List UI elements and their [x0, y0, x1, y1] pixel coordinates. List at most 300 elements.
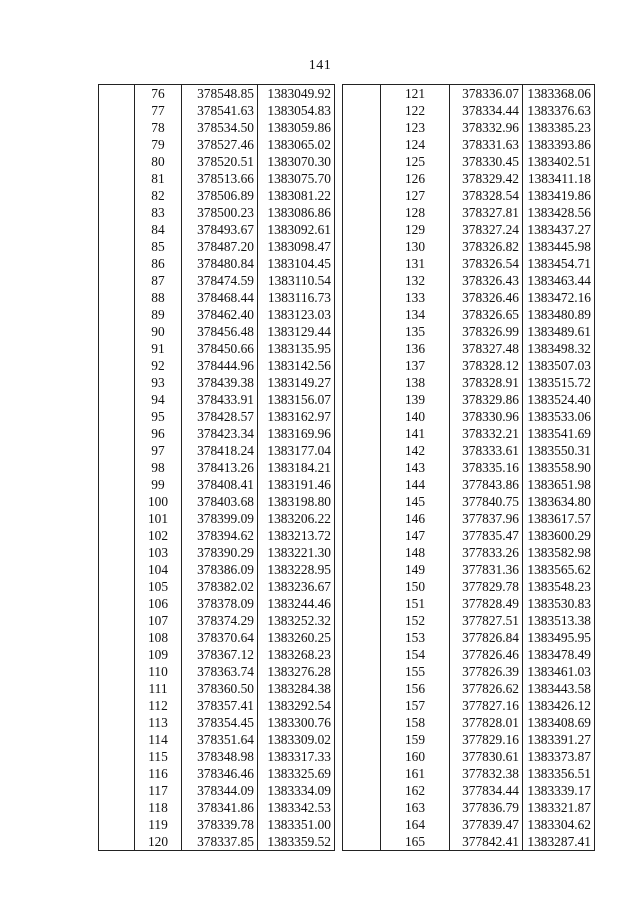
- point-number-cell: 117: [135, 782, 182, 799]
- blank-cell: [99, 204, 135, 221]
- y-coordinate-cell: 1383156.07: [258, 391, 335, 408]
- table-row: [343, 714, 595, 731]
- point-number-cell: 82: [135, 187, 182, 204]
- point-number-cell: 96: [135, 425, 182, 442]
- y-coordinate-cell: 1383075.70: [258, 170, 335, 187]
- blank-cell: [343, 272, 381, 289]
- table-row: [343, 391, 595, 408]
- table-row: [343, 255, 595, 272]
- x-coordinate-cell: 378334.44: [450, 102, 523, 119]
- y-coordinate-cell: 1383317.33: [258, 748, 335, 765]
- table-row: [343, 748, 595, 765]
- table-row: [343, 799, 595, 816]
- y-coordinate-cell: 1383391.27: [523, 731, 595, 748]
- x-coordinate-cell: 378337.85: [182, 833, 258, 851]
- table-row: [343, 136, 595, 153]
- table-row: [99, 85, 335, 103]
- y-coordinate-cell: 1383445.98: [523, 238, 595, 255]
- table-row: [343, 510, 595, 527]
- y-coordinate-cell: 1383376.63: [523, 102, 595, 119]
- y-coordinate-cell: 1383086.86: [258, 204, 335, 221]
- point-number-cell: 129: [381, 221, 450, 238]
- point-number-cell: 131: [381, 255, 450, 272]
- point-number-cell: 86: [135, 255, 182, 272]
- blank-cell: [343, 646, 381, 663]
- table-row: [99, 221, 335, 238]
- blank-cell: [343, 221, 381, 238]
- table-row: [99, 238, 335, 255]
- y-coordinate-cell: 1383339.17: [523, 782, 595, 799]
- y-coordinate-cell: 1383411.18: [523, 170, 595, 187]
- point-number-cell: 106: [135, 595, 182, 612]
- table-row: [343, 629, 595, 646]
- blank-cell: [343, 510, 381, 527]
- point-number-cell: 148: [381, 544, 450, 561]
- point-number-cell: 165: [381, 833, 450, 851]
- table-row: [343, 459, 595, 476]
- x-coordinate-cell: 378370.64: [182, 629, 258, 646]
- y-coordinate-cell: 1383565.62: [523, 561, 595, 578]
- y-coordinate-cell: 1383169.96: [258, 425, 335, 442]
- table-row: [99, 289, 335, 306]
- blank-cell: [343, 323, 381, 340]
- x-coordinate-cell: 377832.38: [450, 765, 523, 782]
- x-coordinate-cell: 378390.29: [182, 544, 258, 561]
- table-row: [99, 357, 335, 374]
- x-coordinate-cell: 378333.61: [450, 442, 523, 459]
- y-coordinate-cell: 1383110.54: [258, 272, 335, 289]
- table-row: [343, 340, 595, 357]
- point-number-cell: 119: [135, 816, 182, 833]
- y-coordinate-cell: 1383359.52: [258, 833, 335, 851]
- blank-cell: [343, 561, 381, 578]
- blank-cell: [99, 816, 135, 833]
- x-coordinate-cell: 377840.75: [450, 493, 523, 510]
- y-coordinate-cell: 1383478.49: [523, 646, 595, 663]
- blank-cell: [343, 187, 381, 204]
- point-number-cell: 84: [135, 221, 182, 238]
- y-coordinate-cell: 1383334.09: [258, 782, 335, 799]
- x-coordinate-cell: 378346.46: [182, 765, 258, 782]
- table-row: [343, 663, 595, 680]
- y-coordinate-cell: 1383373.87: [523, 748, 595, 765]
- x-coordinate-cell: 378326.43: [450, 272, 523, 289]
- blank-cell: [343, 816, 381, 833]
- blank-cell: [343, 731, 381, 748]
- blank-cell: [343, 238, 381, 255]
- point-number-cell: 81: [135, 170, 182, 187]
- blank-cell: [99, 612, 135, 629]
- blank-cell: [343, 85, 381, 103]
- x-coordinate-cell: 377843.86: [450, 476, 523, 493]
- x-coordinate-cell: 378341.86: [182, 799, 258, 816]
- x-coordinate-cell: 378335.16: [450, 459, 523, 476]
- point-number-cell: 111: [135, 680, 182, 697]
- x-coordinate-cell: 378327.81: [450, 204, 523, 221]
- x-coordinate-cell: 378480.84: [182, 255, 258, 272]
- point-number-cell: 102: [135, 527, 182, 544]
- table-row: [343, 493, 595, 510]
- point-number-cell: 156: [381, 680, 450, 697]
- table-row: [99, 629, 335, 646]
- point-number-cell: 104: [135, 561, 182, 578]
- table-row: [99, 748, 335, 765]
- y-coordinate-cell: 1383049.92: [258, 85, 335, 103]
- point-number-cell: 154: [381, 646, 450, 663]
- blank-cell: [99, 765, 135, 782]
- table-row: [343, 442, 595, 459]
- table-row: [343, 221, 595, 238]
- x-coordinate-cell: 378328.91: [450, 374, 523, 391]
- x-coordinate-cell: 378433.91: [182, 391, 258, 408]
- y-coordinate-cell: 1383419.86: [523, 187, 595, 204]
- y-coordinate-cell: 1383070.30: [258, 153, 335, 170]
- blank-cell: [99, 255, 135, 272]
- blank-cell: [99, 374, 135, 391]
- blank-cell: [343, 204, 381, 221]
- x-coordinate-cell: 377829.78: [450, 578, 523, 595]
- point-number-cell: 87: [135, 272, 182, 289]
- table-row: [99, 408, 335, 425]
- y-coordinate-cell: 1383515.72: [523, 374, 595, 391]
- blank-cell: [99, 187, 135, 204]
- table-row: [99, 340, 335, 357]
- x-coordinate-cell: 377834.44: [450, 782, 523, 799]
- table-row: [343, 357, 595, 374]
- point-number-cell: 149: [381, 561, 450, 578]
- table-row: [99, 680, 335, 697]
- blank-cell: [99, 782, 135, 799]
- point-number-cell: 130: [381, 238, 450, 255]
- y-coordinate-cell: 1383098.47: [258, 238, 335, 255]
- blank-cell: [99, 170, 135, 187]
- x-coordinate-cell: 377837.96: [450, 510, 523, 527]
- x-coordinate-cell: 377835.47: [450, 527, 523, 544]
- y-coordinate-cell: 1383582.98: [523, 544, 595, 561]
- point-number-cell: 160: [381, 748, 450, 765]
- x-coordinate-cell: 377826.39: [450, 663, 523, 680]
- x-coordinate-cell: 377826.62: [450, 680, 523, 697]
- y-coordinate-cell: 1383268.23: [258, 646, 335, 663]
- blank-cell: [343, 629, 381, 646]
- y-coordinate-cell: 1383558.90: [523, 459, 595, 476]
- x-coordinate-cell: 378382.02: [182, 578, 258, 595]
- x-coordinate-cell: 378527.46: [182, 136, 258, 153]
- table-row: [343, 238, 595, 255]
- x-coordinate-cell: 378513.66: [182, 170, 258, 187]
- x-coordinate-cell: 377828.01: [450, 714, 523, 731]
- x-coordinate-cell: 378348.98: [182, 748, 258, 765]
- point-number-cell: 140: [381, 408, 450, 425]
- x-coordinate-cell: 378328.54: [450, 187, 523, 204]
- table-row: [99, 561, 335, 578]
- point-number-cell: 134: [381, 306, 450, 323]
- table-row: [99, 646, 335, 663]
- x-coordinate-cell: 378354.45: [182, 714, 258, 731]
- point-number-cell: 108: [135, 629, 182, 646]
- blank-cell: [99, 544, 135, 561]
- x-coordinate-cell: 378344.09: [182, 782, 258, 799]
- x-coordinate-cell: 378327.48: [450, 340, 523, 357]
- x-coordinate-cell: 378468.44: [182, 289, 258, 306]
- point-number-cell: 152: [381, 612, 450, 629]
- point-number-cell: 138: [381, 374, 450, 391]
- point-number-cell: 105: [135, 578, 182, 595]
- point-number-cell: 153: [381, 629, 450, 646]
- table-row: [343, 374, 595, 391]
- y-coordinate-cell: 1383321.87: [523, 799, 595, 816]
- point-number-cell: 95: [135, 408, 182, 425]
- table-row: [343, 119, 595, 136]
- x-coordinate-cell: 378367.12: [182, 646, 258, 663]
- point-number-cell: 90: [135, 323, 182, 340]
- point-number-cell: 159: [381, 731, 450, 748]
- y-coordinate-cell: 1383342.53: [258, 799, 335, 816]
- y-coordinate-cell: 1383437.27: [523, 221, 595, 238]
- coordinate-table-left: [98, 84, 335, 851]
- table-row: [99, 255, 335, 272]
- blank-cell: [343, 663, 381, 680]
- table-row: [343, 306, 595, 323]
- blank-cell: [343, 527, 381, 544]
- blank-cell: [343, 544, 381, 561]
- y-coordinate-cell: 1383600.29: [523, 527, 595, 544]
- blank-cell: [99, 697, 135, 714]
- table-row: [343, 187, 595, 204]
- point-number-cell: 145: [381, 493, 450, 510]
- y-coordinate-cell: 1383617.57: [523, 510, 595, 527]
- x-coordinate-cell: 378548.85: [182, 85, 258, 103]
- x-coordinate-cell: 378428.57: [182, 408, 258, 425]
- blank-cell: [99, 680, 135, 697]
- y-coordinate-cell: 1383184.21: [258, 459, 335, 476]
- point-number-cell: 136: [381, 340, 450, 357]
- y-coordinate-cell: 1383252.32: [258, 612, 335, 629]
- table-row: [99, 391, 335, 408]
- x-coordinate-cell: 378326.65: [450, 306, 523, 323]
- point-number-cell: 128: [381, 204, 450, 221]
- blank-cell: [343, 374, 381, 391]
- blank-cell: [343, 714, 381, 731]
- table-row: [343, 170, 595, 187]
- x-coordinate-cell: 378418.24: [182, 442, 258, 459]
- y-coordinate-cell: 1383054.83: [258, 102, 335, 119]
- point-number-cell: 137: [381, 357, 450, 374]
- blank-cell: [99, 272, 135, 289]
- blank-cell: [99, 663, 135, 680]
- y-coordinate-cell: 1383309.02: [258, 731, 335, 748]
- y-coordinate-cell: 1383443.58: [523, 680, 595, 697]
- point-number-cell: 124: [381, 136, 450, 153]
- y-coordinate-cell: 1383149.27: [258, 374, 335, 391]
- y-coordinate-cell: 1383513.38: [523, 612, 595, 629]
- blank-cell: [343, 493, 381, 510]
- blank-cell: [99, 238, 135, 255]
- point-number-cell: 139: [381, 391, 450, 408]
- blank-cell: [99, 714, 135, 731]
- x-coordinate-cell: 378329.42: [450, 170, 523, 187]
- y-coordinate-cell: 1383260.25: [258, 629, 335, 646]
- blank-cell: [99, 578, 135, 595]
- y-coordinate-cell: 1383135.95: [258, 340, 335, 357]
- y-coordinate-cell: 1383402.51: [523, 153, 595, 170]
- x-coordinate-cell: 378506.89: [182, 187, 258, 204]
- x-coordinate-cell: 378399.09: [182, 510, 258, 527]
- y-coordinate-cell: 1383351.00: [258, 816, 335, 833]
- blank-cell: [99, 510, 135, 527]
- x-coordinate-cell: 378332.96: [450, 119, 523, 136]
- point-number-cell: 113: [135, 714, 182, 731]
- table-row: [343, 782, 595, 799]
- table-row: [343, 289, 595, 306]
- y-coordinate-cell: 1383221.30: [258, 544, 335, 561]
- point-number-cell: 79: [135, 136, 182, 153]
- point-number-cell: 93: [135, 374, 182, 391]
- x-coordinate-cell: 378326.99: [450, 323, 523, 340]
- blank-cell: [343, 765, 381, 782]
- x-coordinate-cell: 378326.46: [450, 289, 523, 306]
- x-coordinate-cell: 377827.16: [450, 697, 523, 714]
- blank-cell: [343, 833, 381, 851]
- y-coordinate-cell: 1383276.28: [258, 663, 335, 680]
- y-coordinate-cell: 1383385.23: [523, 119, 595, 136]
- coordinate-table-right: [342, 84, 595, 851]
- y-coordinate-cell: 1383206.22: [258, 510, 335, 527]
- point-number-cell: 85: [135, 238, 182, 255]
- table-row: [343, 323, 595, 340]
- blank-cell: [343, 255, 381, 272]
- y-coordinate-cell: 1383292.54: [258, 697, 335, 714]
- blank-cell: [99, 459, 135, 476]
- point-number-cell: 83: [135, 204, 182, 221]
- table-row: [99, 442, 335, 459]
- table-row: [99, 816, 335, 833]
- table-row: [99, 510, 335, 527]
- x-coordinate-cell: 377826.46: [450, 646, 523, 663]
- table-row: [343, 833, 595, 851]
- y-coordinate-cell: 1383081.22: [258, 187, 335, 204]
- point-number-cell: 135: [381, 323, 450, 340]
- point-number-cell: 163: [381, 799, 450, 816]
- point-number-cell: 80: [135, 153, 182, 170]
- blank-cell: [99, 493, 135, 510]
- blank-cell: [99, 646, 135, 663]
- x-coordinate-cell: 378331.63: [450, 136, 523, 153]
- point-number-cell: 100: [135, 493, 182, 510]
- x-coordinate-cell: 378332.21: [450, 425, 523, 442]
- y-coordinate-cell: 1383092.61: [258, 221, 335, 238]
- point-number-cell: 78: [135, 119, 182, 136]
- point-number-cell: 99: [135, 476, 182, 493]
- y-coordinate-cell: 1383104.45: [258, 255, 335, 272]
- point-number-cell: 101: [135, 510, 182, 527]
- blank-cell: [99, 153, 135, 170]
- point-number-cell: 116: [135, 765, 182, 782]
- blank-cell: [99, 391, 135, 408]
- table-row: [343, 612, 595, 629]
- table-row: [343, 204, 595, 221]
- blank-cell: [343, 119, 381, 136]
- blank-cell: [99, 85, 135, 103]
- table-row: [99, 170, 335, 187]
- point-number-cell: 151: [381, 595, 450, 612]
- y-coordinate-cell: 1383116.73: [258, 289, 335, 306]
- point-number-cell: 114: [135, 731, 182, 748]
- point-number-cell: 126: [381, 170, 450, 187]
- x-coordinate-cell: 378403.68: [182, 493, 258, 510]
- y-coordinate-cell: 1383356.51: [523, 765, 595, 782]
- point-number-cell: 89: [135, 306, 182, 323]
- blank-cell: [343, 289, 381, 306]
- y-coordinate-cell: 1383524.40: [523, 391, 595, 408]
- y-coordinate-cell: 1383059.86: [258, 119, 335, 136]
- y-coordinate-cell: 1383498.32: [523, 340, 595, 357]
- x-coordinate-cell: 378423.34: [182, 425, 258, 442]
- blank-cell: [343, 102, 381, 119]
- table-row: [343, 731, 595, 748]
- y-coordinate-cell: 1383480.89: [523, 306, 595, 323]
- y-coordinate-cell: 1383236.67: [258, 578, 335, 595]
- x-coordinate-cell: 378330.45: [450, 153, 523, 170]
- table-row: [99, 459, 335, 476]
- x-coordinate-cell: 378541.63: [182, 102, 258, 119]
- x-coordinate-cell: 378474.59: [182, 272, 258, 289]
- x-coordinate-cell: 378330.96: [450, 408, 523, 425]
- point-number-cell: 127: [381, 187, 450, 204]
- point-number-cell: 150: [381, 578, 450, 595]
- table-row: [99, 272, 335, 289]
- x-coordinate-cell: 378326.82: [450, 238, 523, 255]
- blank-cell: [99, 731, 135, 748]
- table-row: [99, 119, 335, 136]
- y-coordinate-cell: 1383489.61: [523, 323, 595, 340]
- y-coordinate-cell: 1383426.12: [523, 697, 595, 714]
- table-row: [99, 578, 335, 595]
- x-coordinate-cell: 378520.51: [182, 153, 258, 170]
- blank-cell: [99, 442, 135, 459]
- x-coordinate-cell: 377830.61: [450, 748, 523, 765]
- x-coordinate-cell: 377828.49: [450, 595, 523, 612]
- y-coordinate-cell: 1383548.23: [523, 578, 595, 595]
- y-coordinate-cell: 1383651.98: [523, 476, 595, 493]
- blank-cell: [343, 578, 381, 595]
- y-coordinate-cell: 1383244.46: [258, 595, 335, 612]
- table-row: [343, 595, 595, 612]
- y-coordinate-cell: 1383325.69: [258, 765, 335, 782]
- blank-cell: [343, 136, 381, 153]
- table-row: [343, 561, 595, 578]
- table-row: [99, 306, 335, 323]
- table-row: [99, 374, 335, 391]
- blank-cell: [343, 153, 381, 170]
- blank-cell: [99, 629, 135, 646]
- blank-cell: [99, 408, 135, 425]
- point-number-cell: 133: [381, 289, 450, 306]
- blank-cell: [99, 748, 135, 765]
- blank-cell: [343, 799, 381, 816]
- point-number-cell: 141: [381, 425, 450, 442]
- x-coordinate-cell: 377836.79: [450, 799, 523, 816]
- y-coordinate-cell: 1383393.86: [523, 136, 595, 153]
- y-coordinate-cell: 1383533.06: [523, 408, 595, 425]
- x-coordinate-cell: 378327.24: [450, 221, 523, 238]
- point-number-cell: 146: [381, 510, 450, 527]
- y-coordinate-cell: 1383495.95: [523, 629, 595, 646]
- point-number-cell: 162: [381, 782, 450, 799]
- x-coordinate-cell: 378500.23: [182, 204, 258, 221]
- table-row: [99, 102, 335, 119]
- y-coordinate-cell: 1383287.41: [523, 833, 595, 851]
